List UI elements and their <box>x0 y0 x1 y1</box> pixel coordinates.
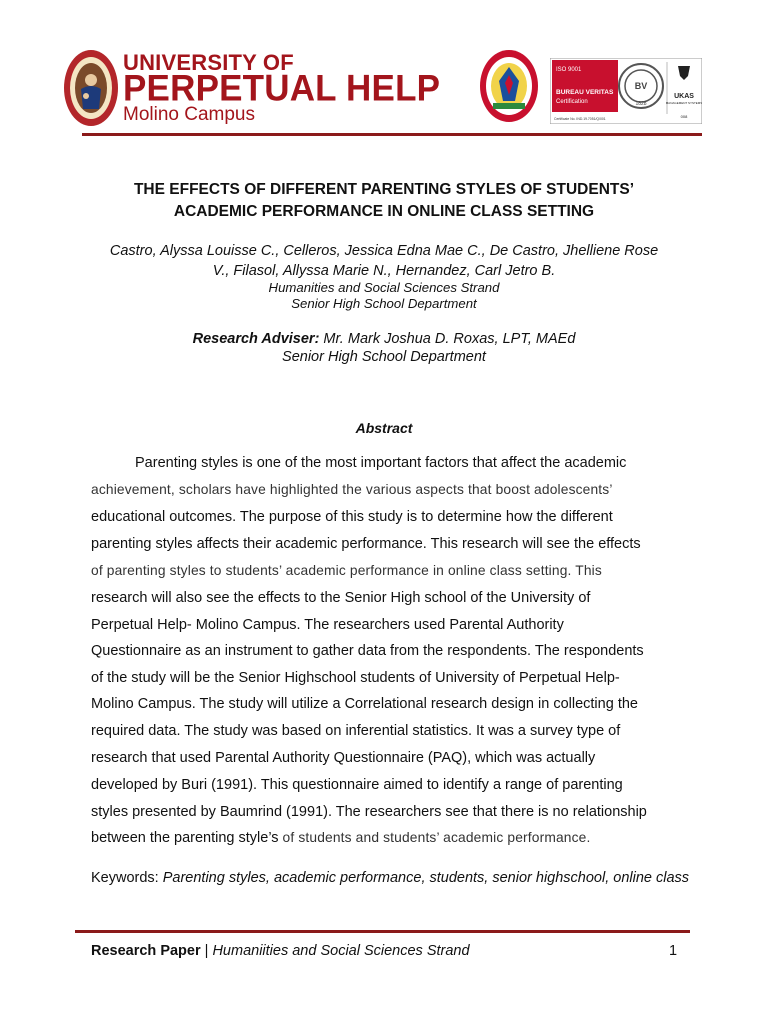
university-name-line1: UNIVERSITY OF <box>123 50 294 75</box>
abstract-line: Questionnaire as an instrument to gather data from the respondents. The respondents <box>91 643 644 659</box>
cert-body: BUREAU VERITAS <box>556 89 614 96</box>
campus-name: Molino Campus <box>123 104 255 125</box>
svg-text:BV: BV <box>634 81 648 91</box>
cert-label: Certification <box>556 99 588 105</box>
senior-high-school-seal-icon <box>479 49 539 123</box>
cert-iso: ISO 9001 <box>556 67 582 73</box>
university-name-line2: PERPETUAL HELP <box>123 68 441 109</box>
cert-bv-year: 1828 <box>635 101 647 107</box>
paper-title-line1: THE EFFECTS OF DIFFERENT PARENTING STYLES OF STUDENTS’ <box>133 181 635 198</box>
paper-title-line2: ACADEMIC PERFORMANCE IN ONLINE CLASS SETTING <box>173 203 595 220</box>
footer-label <box>91 943 470 959</box>
page-number: 1 <box>669 943 678 959</box>
footer-strand: Humaniities and Social Sciences Strand <box>212 943 470 959</box>
university-seal-icon <box>63 49 119 127</box>
abstract-line: required data. The study was based on inferential statistics. It was a survey type of <box>91 723 621 739</box>
iso-certification-logo-icon <box>550 58 702 124</box>
keywords <box>91 869 691 887</box>
footer-separator: | <box>200 943 213 959</box>
abstract-line-last-part2: of students and students’ academic performance. <box>278 830 591 845</box>
cert-ukas-code: 008 <box>680 114 688 119</box>
abstract-line: Perpetual Help- Molino Campus. The researchers used Parental Authority <box>91 617 564 633</box>
adviser-label: Research Adviser: <box>192 331 320 347</box>
adviser-department: Senior High School Department <box>282 349 486 365</box>
authors-line2: V., Filasol, Allyssa Marie N., Hernandez, Carl Jetro B. <box>212 263 556 279</box>
abstract-line: parenting styles affects their academic performance. This research will see the effects <box>91 536 641 552</box>
keywords-label: Keywords: <box>91 870 163 886</box>
footer-research-paper: Research Paper <box>91 943 201 959</box>
abstract-line: Molino Campus. The study will utilize a Correlational research design in collecting the <box>91 696 638 712</box>
abstract-line: educational outcomes. The purpose of this study is to determine how the different <box>91 509 613 525</box>
abstract-line: research will also see the effects to the Senior High school of the University of <box>91 590 591 606</box>
abstract-line: developed by Buri (1991). This questionnaire aimed to identify a range of parenting <box>91 777 623 793</box>
strand-text: Humanities and Social Sciences Strand <box>268 280 500 295</box>
abstract-line-last <box>91 830 591 846</box>
abstract-line: styles presented by Baumrind (1991). The researchers see that there is no relationship <box>91 804 647 820</box>
cert-ukas-sub: MANAGEMENT SYSTEMS <box>665 101 702 105</box>
authors-line1: Castro, Alyssa Louisse C., Celleros, Jessica Edna Mae C., De Castro, Jhelliene Rose <box>109 243 659 259</box>
abstract-line: of the study will be the Senior Highschool students of University of Perpetual Help- <box>91 670 620 686</box>
cert-number: Certificate No. IND.19.7051/Q/001 <box>554 117 606 121</box>
abstract-heading: Abstract <box>355 420 413 436</box>
abstract-line: research that used Parental Authority Questionnaire (PAQ), which was actually <box>91 750 596 766</box>
abstract-line: achievement, scholars have highlighted the various aspects that boost adolescents’ <box>91 482 613 497</box>
abstract-line: of parenting styles to students’ academic performance in online class setting. This <box>91 563 602 578</box>
department-text: Senior High School Department <box>291 296 477 311</box>
abstract-line: Parenting styles is one of the most important factors that affect the academic <box>135 455 627 471</box>
footer-divider <box>75 930 690 933</box>
header-divider <box>82 133 702 136</box>
cert-ukas: UKAS <box>674 93 694 100</box>
research-adviser <box>60 331 708 347</box>
keywords-list: Parenting styles, academic performance, students, senior highschool, online class <box>162 870 690 886</box>
abstract-line-last-part1: between the parenting style’s <box>91 830 279 846</box>
adviser-name: Mr. Mark Joshua D. Roxas, LPT, MAEd <box>319 331 576 347</box>
